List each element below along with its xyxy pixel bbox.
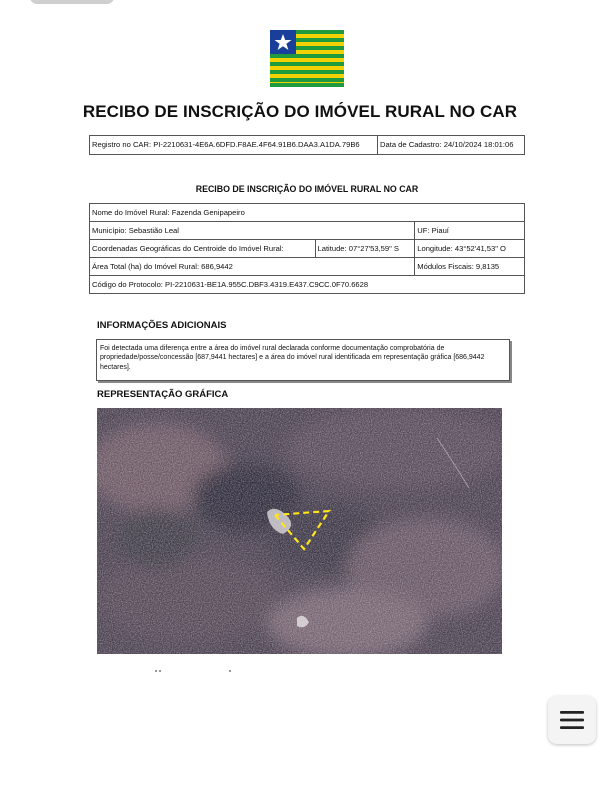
- document-title: RECIBO DE INSCRIÇÃO DO IMÓVEL RURAL NO CAR: [82, 102, 518, 121]
- data-cadastro-value: 24/10/2024 18:01:06: [443, 140, 514, 149]
- coordenadas-label: Coordenadas Geográficas do Centroide do Imóvel Rural:: [90, 240, 316, 258]
- longitude: Longitude: 43°52'41,53" O: [415, 240, 525, 258]
- table-row: [90, 276, 525, 294]
- hamburger-menu-icon: [560, 709, 584, 731]
- table-row: [90, 240, 525, 258]
- nome-imovel: Nome do Imóvel Rural: Fazenda Genipapeiro: [90, 204, 525, 222]
- informacoes-heading: INFORMAÇÕES ADICIONAIS: [97, 320, 227, 331]
- area-total: Área Total (ha) do Imóvel Rural: 686,9442: [90, 258, 415, 276]
- section-subtitle: RECIBO DE INSCRIÇÃO DO IMÓVEL RURAL NO CAR: [195, 184, 419, 194]
- table-row: [90, 204, 525, 222]
- table-row: [90, 222, 525, 240]
- informacoes-text: Foi detectada uma diferença entre a área do imóvel rural declarada conforme documentação comprobatória de propriedade/posse/concessão [687,9441 hectares] e a área do imóvel rural identificada em representação gráfica [686,9442 hectares].: [100, 345, 485, 371]
- cutoff-text-fragment: [120, 660, 280, 664]
- data-cadastro-cell: [378, 136, 524, 154]
- modulos-fiscais: Módulos Fiscais: 9,8135: [415, 258, 525, 276]
- representacao-heading: REPRESENTAÇÃO GRÁFICA: [97, 389, 229, 400]
- uf: UF: Piauí: [415, 222, 525, 240]
- data-cadastro-label: Data de Cadastro:: [380, 140, 442, 149]
- registro-cell: [90, 136, 378, 154]
- municipio: Município: Sebastião Leal: [90, 222, 415, 240]
- menu-button[interactable]: [548, 696, 596, 744]
- registro-value: PI-2210631-4E6A.6DFD.F8AE.4F64.91B6.DAA3.A1DA.79B6: [153, 140, 360, 149]
- piaui-flag-logo: [270, 30, 344, 87]
- registro-box: [89, 135, 525, 155]
- table-row: [90, 258, 525, 276]
- satellite-map-image: [97, 408, 502, 654]
- registro-label: Registro no CAR:: [92, 140, 152, 149]
- top-scroll-pill: [30, 0, 114, 4]
- imovel-info-table: [89, 203, 525, 294]
- codigo-protocolo: Código do Protocolo: PI-2210631-BE1A.955C.DBF3.4319.E437.C9CC.0F70.6628: [90, 276, 525, 294]
- informacoes-box: [96, 339, 510, 381]
- latitude: Latitude: 07°27'53,59" S: [315, 240, 415, 258]
